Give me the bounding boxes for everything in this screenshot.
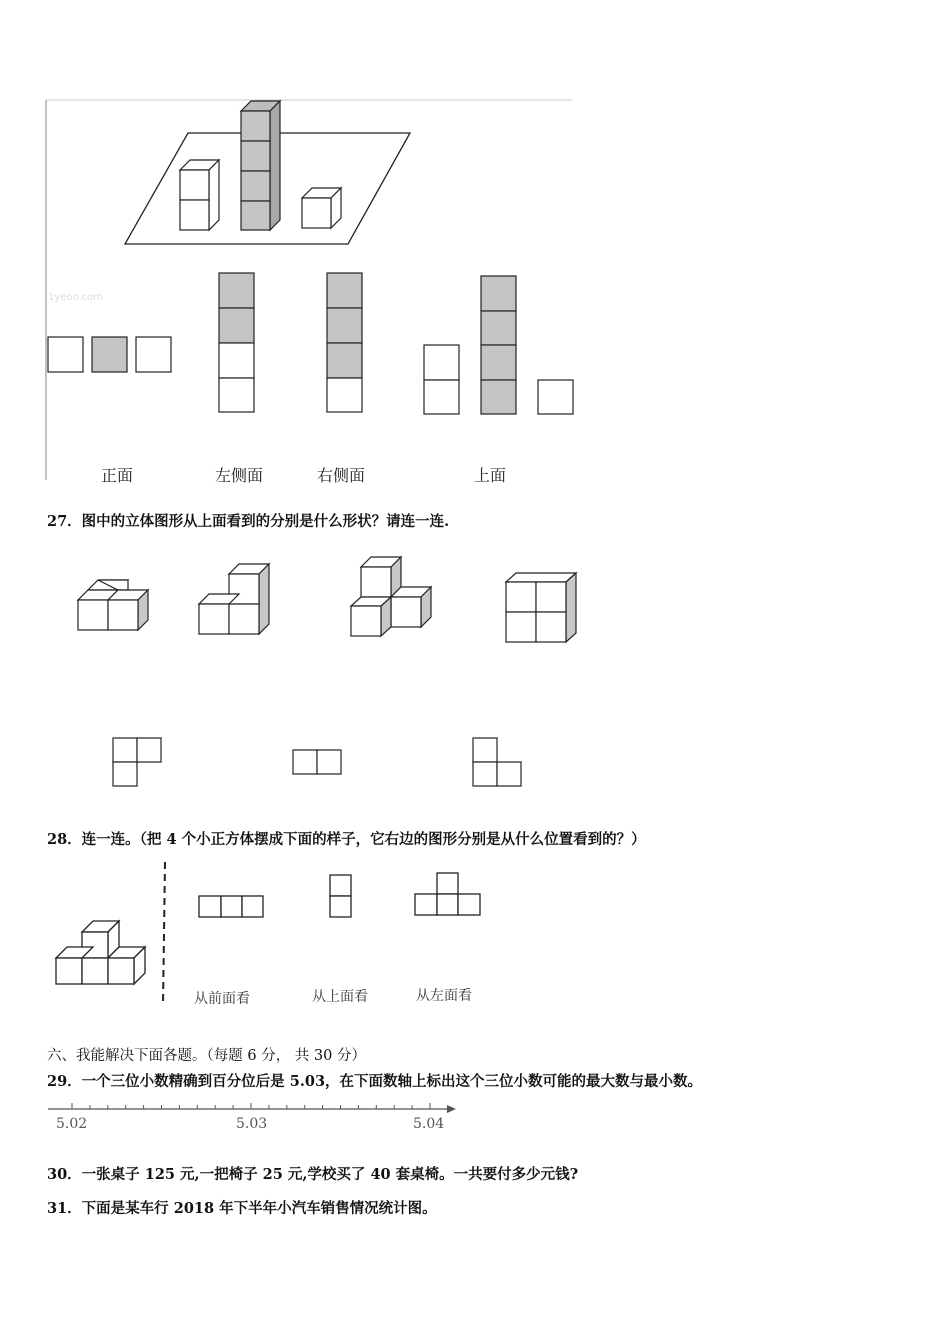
- label-front: 正面: [101, 466, 134, 485]
- number-line-arrow: [447, 1105, 456, 1113]
- tick-label-end: 5.04: [413, 1116, 445, 1132]
- tick-label-start: 5.02: [56, 1116, 88, 1132]
- label-from-top: 从上面看: [312, 989, 368, 1005]
- label-right-side: 右侧面: [317, 466, 366, 485]
- label-from-front: 从前面看: [194, 991, 250, 1007]
- watermark: 1yeoo.com: [48, 292, 104, 303]
- tick-label-mid: 5.03: [236, 1116, 268, 1132]
- section-6-heading: 六、我能解决下面各题。（每题 6 分， 共 30 分）: [47, 1048, 366, 1064]
- label-left-side: 左侧面: [215, 466, 264, 485]
- question-28: 28．连一连。（把 4 个小正方体摆成下面的样子，它右边的图形分别是从什么位置看到的？）: [47, 831, 646, 848]
- question-29: 29．一个三位小数精确到百分位后是 5.03，在下面数轴上标出这个三位小数可能的最大数与最小数。: [47, 1073, 703, 1090]
- label-top: 上面: [474, 466, 507, 485]
- question-30: 30．一张桌子 125 元,一把椅子 25 元,学校买了 40 套桌椅。一共要付多少元钱?: [47, 1166, 579, 1183]
- label-from-left: 从左面看: [416, 988, 472, 1004]
- question-31: 31．下面是某车行 2018 年下半年小汽车销售情况统计图。: [47, 1200, 437, 1217]
- question-27: 27．图中的立体图形从上面看到的分别是什么形状？请连一连.: [47, 513, 450, 530]
